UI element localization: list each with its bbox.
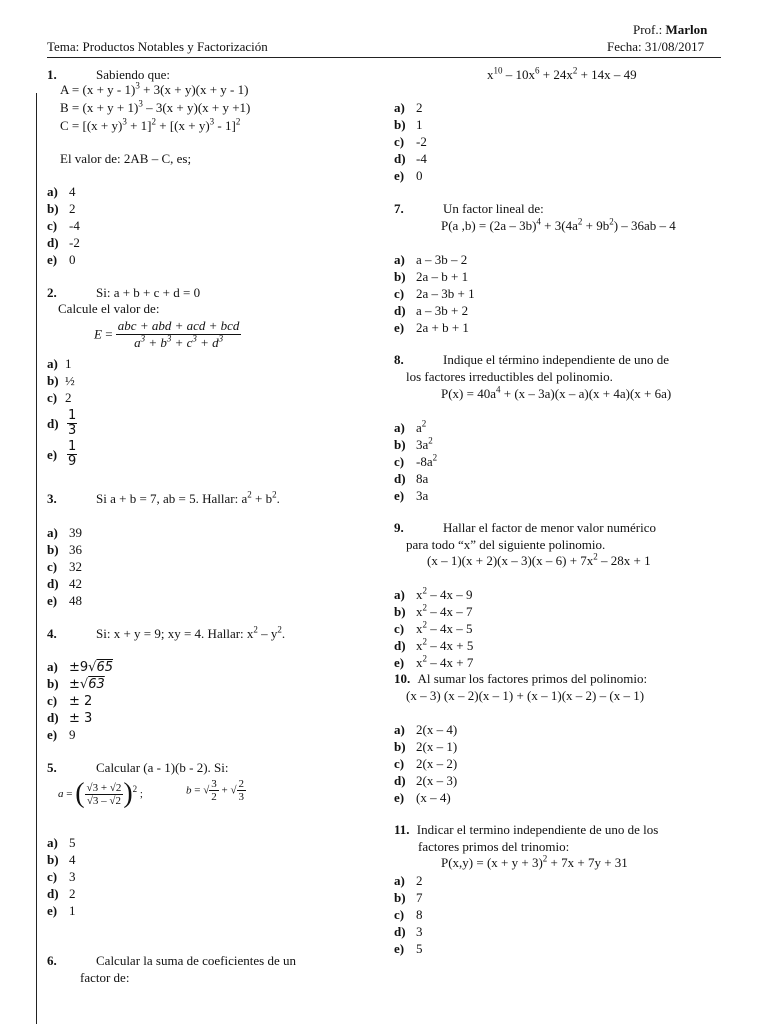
q5-option-c[interactable]: c) 3 (47, 869, 76, 884)
q11-line1: Indicar el termino independiente de uno de los (416, 822, 659, 837)
q5-formula-a: a = ( $\frac{√3 + √2}{√3 - √2}$ )$^2$ ; (58, 778, 143, 809)
q7-option-c[interactable]: c) 2a – 3b + 1 (394, 286, 475, 301)
q7-option-d[interactable]: d) a – 3b + 2 (394, 303, 469, 318)
q2-option-d[interactable]: d) $\frac{1}{3}$ (47, 408, 77, 438)
q2-option-b[interactable]: b) ½ (47, 373, 75, 388)
q3-option-e[interactable]: e) 48 (47, 593, 82, 608)
q9-option-d[interactable]: d) $x^2 - 4x + 5$ (394, 636, 474, 653)
q4-number: 4. (47, 626, 57, 641)
q6-option-b[interactable]: b) 1 (394, 117, 423, 132)
q6-option-d[interactable]: d) -4 (394, 151, 427, 166)
q1-option-d[interactable]: d) -2 (47, 235, 80, 250)
date-label: Fecha: 31/08/2017 (607, 39, 705, 54)
q3-heading: 3. Si a + b = 7, ab = 5. Hallar: $a^2 + b^2$. (47, 489, 280, 506)
q1-option-c[interactable]: c) -4 (47, 218, 80, 233)
q1-intro: Sabiendo que: (96, 67, 171, 82)
q2-number: 2. (47, 285, 57, 300)
q9-heading (394, 520, 656, 536)
q5-option-a[interactable]: a) 5 (47, 835, 76, 850)
q4-option-d[interactable]: d) ± 3 (47, 710, 93, 726)
q5-heading (47, 760, 228, 776)
header-rule (47, 57, 721, 58)
q7-polynomial: P(a $,b) = (2a - 3b)^4 + 3(4a^2 + 9b^2) - 36ab - 4$ (441, 216, 676, 233)
q5-number: 5. (47, 760, 57, 775)
prof-label: Prof.: (633, 22, 663, 37)
q4-intro: Si: x + y = 9; xy = 4. Hallar: x (96, 626, 254, 641)
q1-option-b[interactable]: b) 2 (47, 201, 76, 216)
q10-option-d[interactable]: d) 2(x – 3) (394, 773, 458, 788)
q10-option-b[interactable]: b) 2(x – 1) (394, 739, 458, 754)
q5-option-e[interactable]: e) 1 (47, 903, 76, 918)
q8-option-e[interactable]: e) 3a (394, 488, 429, 503)
q2-numerator: abc + abd + acd + bcd (117, 318, 240, 333)
q6-line2: factor de: (80, 970, 130, 985)
q2-fraction (116, 318, 242, 351)
q3-option-b[interactable]: b) 36 (47, 542, 82, 557)
q3-number: 3. (47, 491, 57, 506)
q11-line2: factores primos del trinomio: (418, 839, 570, 854)
q1-prompt: El valor de: 2AB – C, es; (60, 151, 192, 166)
q5-formula-b: b = √ $\frac{3}{2}$ + √ $\frac{2}{3}$ (186, 778, 245, 803)
q6-option-a[interactable]: a) 2 (394, 100, 423, 115)
q9-option-b[interactable]: b) $x^2 - 4x - 7$ (394, 602, 473, 619)
q2-option-a[interactable]: a) 1 (47, 356, 72, 371)
q1-option-e[interactable]: e) 0 (47, 252, 76, 267)
q11-option-e[interactable]: e) 5 (394, 941, 423, 956)
margin-rule (36, 93, 37, 1024)
q3-option-c[interactable]: c) 32 (47, 559, 82, 574)
q11-number: 11. (394, 822, 410, 837)
q2-intro: Si: a + b + c + d = 0 (96, 285, 201, 300)
q9-polynomial: $(x - 1)(x + 2)(x - 3)(x - 6) + 7x^2 - 28x + 1$ (427, 551, 651, 568)
q1-option-a[interactable]: a) 4 (47, 184, 76, 199)
q11-option-b[interactable]: b) 7 (394, 890, 423, 905)
q6-option-c[interactable]: c) -2 (394, 134, 427, 149)
q7-intro: Un factor lineal de: (443, 201, 544, 216)
q8-option-d[interactable]: d) 8a (394, 471, 429, 486)
q8-polynomial: $P(x) = 40a^4 + (x - 3a)(x - a)(x + 4a)(x + 6a)$ (441, 384, 672, 401)
q4-option-c[interactable]: c) ± 2 (47, 693, 93, 709)
q9-line2: para todo “x” del siguiente polinomio. (406, 537, 606, 552)
q8-option-c[interactable]: c) $-8a^2$ (394, 452, 438, 469)
q3-option-a[interactable]: a) 39 (47, 525, 82, 540)
q6-polynomial: $x^{10} - 10x^6 + 24x^2 + 14x - 49$ (487, 65, 637, 82)
q9-number: 9. (394, 520, 404, 535)
q4-option-e[interactable]: e) 9 (47, 727, 76, 742)
q3-option-d[interactable]: d) 42 (47, 576, 82, 591)
q5-intro: Calcular (a - 1)(b - 2). Si: (96, 760, 229, 775)
q3-intro: Si a + b = 7, ab = 5. Hallar: a (96, 491, 248, 506)
q8-number: 8. (394, 352, 404, 367)
q9-option-e[interactable]: e) $x^2 - 4x + 7$ (394, 653, 474, 670)
q6-line1: Calcular la suma de coeficientes de un (96, 953, 296, 968)
q1-number: 1. (47, 67, 57, 82)
q2-formula: E = $\frac{\text{abc + abd + acd + bcd}}{a^3 + b^3 + c^3 + d^3}$ (94, 318, 240, 350)
q6-number: 6. (47, 953, 57, 968)
q11-heading (394, 822, 658, 838)
q5-option-b[interactable]: b) 4 (47, 852, 76, 867)
q4-option-a[interactable]: a) ±9√65 (47, 659, 114, 675)
q2-heading (47, 285, 200, 301)
q6-option-e[interactable]: e) 0 (394, 168, 423, 183)
q1-expr-c: $C = [(x + y)^3 + 1]^2 + [(x + y)^3 - 1]^2$ (60, 116, 241, 133)
q10-polynomial: (x – 3) (x – 2)(x – 1) + (x – 1)(x – 2) – (x – 1) (406, 688, 645, 703)
q5-option-d[interactable]: d) 2 (47, 886, 76, 901)
q2-denominator: $a^3 + b^3 + c^3 + d^3$ (134, 333, 224, 350)
q11-option-a[interactable]: a) 2 (394, 873, 423, 888)
q11-option-c[interactable]: c) 8 (394, 907, 423, 922)
q10-option-c[interactable]: c) 2(x – 2) (394, 756, 458, 771)
q8-option-a[interactable]: a) $a^2$ (394, 418, 427, 435)
q10-option-a[interactable]: a) 2(x – 4) (394, 722, 458, 737)
q2-prompt: Calcule el valor de: (58, 301, 160, 316)
q7-option-b[interactable]: b) 2a – b + 1 (394, 269, 469, 284)
teacher-line (633, 22, 707, 38)
q4-heading: 4. Si: x + y = 9; xy = 4. Hallar: $x^2 - y^2$. (47, 624, 286, 641)
q2-option-e[interactable]: e) $\frac{1}{9}$ (47, 439, 77, 469)
q2-option-c[interactable]: c) 2 (47, 390, 72, 405)
q11-option-d[interactable]: d) 3 (394, 924, 423, 939)
q7-option-e[interactable]: e) 2a + b + 1 (394, 320, 469, 335)
q10-option-e[interactable]: e) (x – 4) (394, 790, 451, 805)
q10-heading (394, 671, 647, 687)
q10-line1: Al sumar los factores primos del polinomio: (417, 671, 648, 686)
prof-name: Marlon (665, 22, 708, 37)
q8-option-b[interactable]: b) $3a^2$ (394, 435, 433, 452)
q8-line2: los factores irreductibles del polinomio. (406, 369, 613, 384)
q9-option-c[interactable]: c) $x^2 - 4x - 5$ (394, 619, 473, 636)
q1-expr-b: $B = (x + y + 1)^3 - 3(x + y)(x + y +1)$ (60, 98, 251, 115)
q1-expr-a: $A = (x + y - 1)^3 + 3(x + y)(x + y - 1)$ (60, 80, 249, 97)
q8-line1: Indique el término independiente de uno de (443, 352, 669, 367)
q1-heading (47, 67, 170, 83)
q7-option-a[interactable]: a) a – 3b – 2 (394, 252, 468, 267)
q7-heading (394, 201, 544, 217)
q6-heading (47, 953, 296, 969)
q8-heading (394, 352, 669, 368)
q4-option-b[interactable]: b) ±√63 (47, 676, 105, 692)
topic-title: Tema: Productos Notables y Factorización (47, 39, 268, 54)
q11-polynomial: $P(x,y) = (x + y + 3)^2 + 7x + 7y + 31$ (441, 853, 628, 870)
q9-line1: Hallar el factor de menor valor numérico (443, 520, 656, 535)
q9-option-a[interactable]: a) $x^2 - 4x - 9$ (394, 585, 473, 602)
q7-number: 7. (394, 201, 404, 216)
q10-number: 10. (394, 671, 411, 686)
